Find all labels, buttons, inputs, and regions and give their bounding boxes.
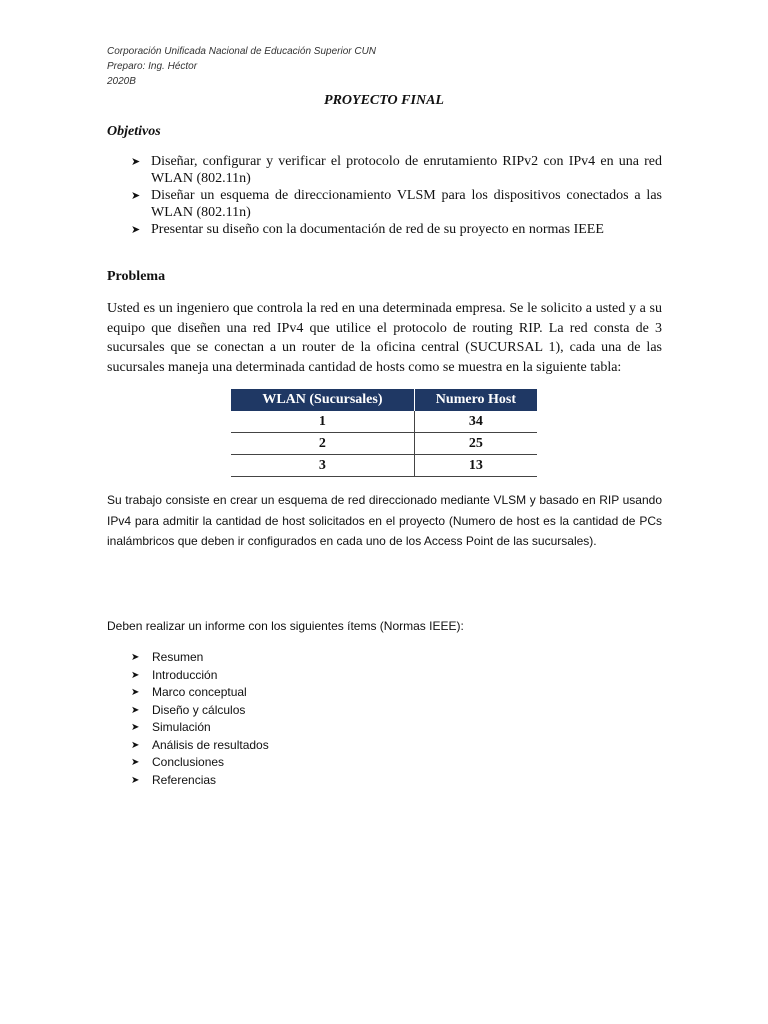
list-item-label: Análisis de resultados: [152, 737, 269, 752]
arrow-bullet-icon: ➤: [131, 687, 140, 698]
table-header-row: [231, 389, 537, 411]
objective-text: Presentar su diseño con la documentación de red de su proyecto en normas IEEE: [151, 222, 604, 237]
arrow-bullet-icon: ➤: [131, 722, 140, 733]
task-paragraph: Su trabajo consiste en crear un esquema de red direccionado mediante VLSM y basado en RIP usando IPv4 para admitir la cantidad de host solicitados en el proyecto (Numero de host es la cantidad de PCs inalámbricos que deben ir configurados en cada uno de los Access Point de las sucursales).: [107, 493, 662, 548]
list-item: [131, 737, 269, 755]
list-item-label: Resumen: [152, 650, 204, 664]
header-prepared-by: Preparo: Ing. Héctor: [107, 61, 198, 72]
list-item: [131, 702, 269, 720]
problem-heading: Problema: [107, 269, 166, 284]
list-item: [131, 719, 269, 737]
list-item-label: Diseño y cálculos: [152, 702, 246, 717]
header-period: 2020B: [107, 76, 136, 87]
report-items-list: [131, 649, 269, 789]
list-item: [131, 754, 269, 772]
arrow-bullet-icon: ➤: [131, 757, 140, 768]
objectives-heading: Objetivos: [107, 124, 161, 139]
table-row: [231, 433, 537, 455]
arrow-bullet-icon: ➤: [131, 669, 140, 681]
table-row: [231, 411, 537, 433]
arrow-bullet-icon: ➤: [131, 155, 141, 168]
list-item-label: Referencias: [152, 772, 217, 787]
objective-item: [131, 222, 662, 239]
arrow-bullet-icon: ➤: [131, 223, 141, 236]
document-title: PROYECTO FINAL: [324, 93, 444, 108]
column-header-hosts: Numero Host: [414, 389, 537, 411]
objective-item: [131, 188, 662, 221]
list-item: [131, 684, 269, 702]
arrow-bullet-icon: ➤: [131, 739, 140, 751]
table-row: [231, 455, 537, 477]
arrow-bullet-icon: ➤: [131, 774, 140, 786]
wlan-cell: 1: [231, 411, 414, 433]
wlan-cell: 2: [231, 433, 414, 455]
list-item-label: Conclusiones: [152, 755, 225, 769]
list-item-label: Marco conceptual: [152, 685, 247, 699]
report-intro: Deben realizar un informe con los siguientes ítems (Normas IEEE):: [107, 619, 464, 633]
objective-text: Diseñar, configurar y verificar el protocolo de enrutamiento RIPv2 con IPv4 en una red WLAN (802.11n): [151, 154, 662, 186]
list-item-label: Introducción: [152, 667, 218, 682]
hosts-cell: 34: [414, 411, 537, 433]
hosts-cell: 25: [414, 433, 537, 455]
arrow-bullet-icon: ➤: [131, 704, 140, 716]
objective-text: Diseñar un esquema de direccionamiento VLSM para los dispositivos conectados a las WLAN (802.11n): [151, 188, 662, 220]
header-institution: Corporación Unificada Nacional de Educación Superior CUN: [107, 46, 377, 57]
list-item: [131, 649, 269, 667]
arrow-bullet-icon: ➤: [131, 189, 141, 202]
column-header-wlan: WLAN (Sucursales): [231, 389, 414, 411]
wlan-cell: 3: [231, 455, 414, 477]
objective-item: [131, 154, 662, 187]
list-item: [131, 772, 269, 790]
hosts-table: [231, 389, 537, 477]
arrow-bullet-icon: ➤: [131, 652, 140, 663]
list-item: [131, 667, 269, 685]
problem-paragraph: Usted es un ingeniero que controla la red en una determinada empresa. Se le solicito a usted y a su equipo que diseñen una red IPv4 que utilice el protocolo de routing RIP. La red consta de 3 sucursales que se conectan a un router de la oficina central (SUCURSAL 1), cada una de las sucursales maneja una determinada cantidad de hosts como se muestra en la siguiente tabla:: [107, 301, 662, 375]
hosts-cell: 13: [414, 455, 537, 477]
list-item-label: Simulación: [152, 720, 211, 734]
objectives-list: [131, 154, 662, 240]
